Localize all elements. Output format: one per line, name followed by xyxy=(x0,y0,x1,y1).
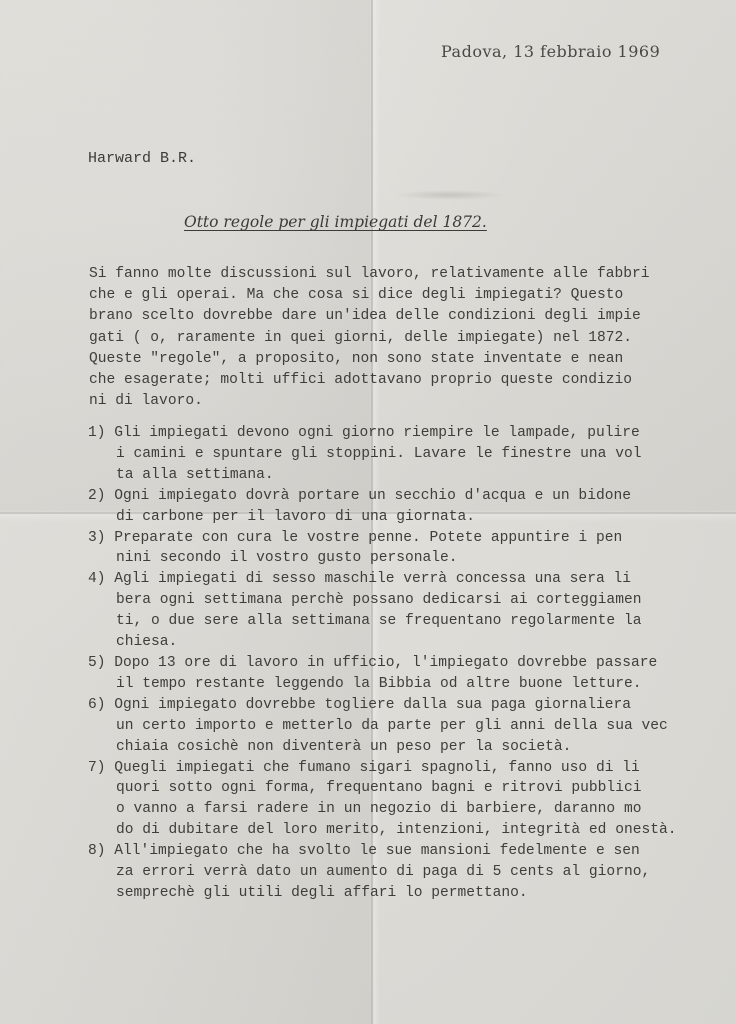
rule-7 xyxy=(88,758,698,842)
rule-line: za errori verrà dato un aumento di paga di 5 cents al giorno, xyxy=(116,864,651,881)
rule-line: bera ogni settimana perchè possano dedicarsi ai corteggiamen xyxy=(116,592,642,609)
intro-line: che esagerate; molti uffici adottavano proprio queste condizio xyxy=(89,372,632,389)
rules-list xyxy=(88,423,698,904)
ink-smudge xyxy=(395,190,505,200)
intro-paragraph xyxy=(89,264,689,412)
rule-line: semprechè gli utili degli affari lo permettano. xyxy=(116,884,528,901)
letter-recipient: Harward B.R. xyxy=(88,150,197,167)
letter-title: Otto regole per gli impiegati del 1872. xyxy=(184,213,487,231)
rule-line: 4) Agli impiegati di sesso maschile verrà concessa una sera li xyxy=(88,571,631,588)
rule-line: chiaia cosichè non diventerà un peso per la società. xyxy=(116,738,572,755)
rule-line: il tempo restante leggendo la Bibbia od altre buone letture. xyxy=(116,675,642,692)
rule-line: i camini e spuntare gli stoppini. Lavare le finestre una vol xyxy=(116,445,642,462)
intro-line: gati ( o, raramente in quei giorni, delle impiegate) nel 1872. xyxy=(89,329,632,346)
intro-line: che e gli operai. Ma che cosa si dice degli impiegati? Questo xyxy=(89,287,624,304)
rule-line: di carbone per il lavoro di una giornata. xyxy=(116,508,476,525)
rule-line: do di dubitare del loro merito, intenzioni, integrità ed onestà. xyxy=(116,822,677,839)
rule-line: ta alla settimana. xyxy=(116,466,274,483)
rule-1 xyxy=(88,423,698,486)
rule-line: 1) Gli impiegati devono ogni giorno riempire le lampade, pulire xyxy=(88,425,640,441)
intro-line: brano scelto dovrebbe dare un'idea delle condizioni degli impie xyxy=(89,308,641,325)
rule-2 xyxy=(88,486,698,528)
rule-8 xyxy=(88,841,698,904)
rule-line: un certo importo e metterlo da parte per gli anni della sua vec xyxy=(116,717,668,734)
intro-line: Si fanno molte discussioni sul lavoro, relativamente alle fabbri xyxy=(89,266,650,282)
rule-line: 8) All'impiegato che ha svolto le sue mansioni fedelmente e sen xyxy=(88,843,640,860)
rule-line: nini secondo il vostro gusto personale. xyxy=(116,550,458,567)
rule-3 xyxy=(88,528,698,570)
rule-6 xyxy=(88,695,698,758)
rule-line: 3) Preparate con cura le vostre penne. Potete appuntire i pen xyxy=(88,529,623,546)
rule-5 xyxy=(88,653,698,695)
intro-line: Queste "regole", a proposito, non sono state inventate e nean xyxy=(89,350,624,367)
rule-line: 7) Quegli impiegati che fumano sigari spagnoli, fanno uso di li xyxy=(88,759,640,776)
rule-line: quori sotto ogni forma, frequentano bagni e ritrovi pubblici xyxy=(116,780,642,797)
rule-line: 5) Dopo 13 ore di lavoro in ufficio, l'impiegato dovrebbe passare xyxy=(88,654,658,671)
rule-line: o vanno a farsi radere in un negozio di barbiere, daranno mo xyxy=(116,801,642,818)
letter-date: Padova, 13 febbraio 1969 xyxy=(441,42,661,61)
rule-line: 2) Ogni impiegato dovrà portare un secchio d'acqua e un bidone xyxy=(88,487,631,504)
rule-4 xyxy=(88,569,698,653)
intro-line: ni di lavoro. xyxy=(89,393,203,410)
rule-line: 6) Ogni impiegato dovrebbe togliere dalla sua paga giornaliera xyxy=(88,696,631,713)
rule-line: chiesa. xyxy=(116,634,178,651)
rule-line: ti, o due sere alla settimana se frequentano regolarmente la xyxy=(116,613,642,630)
